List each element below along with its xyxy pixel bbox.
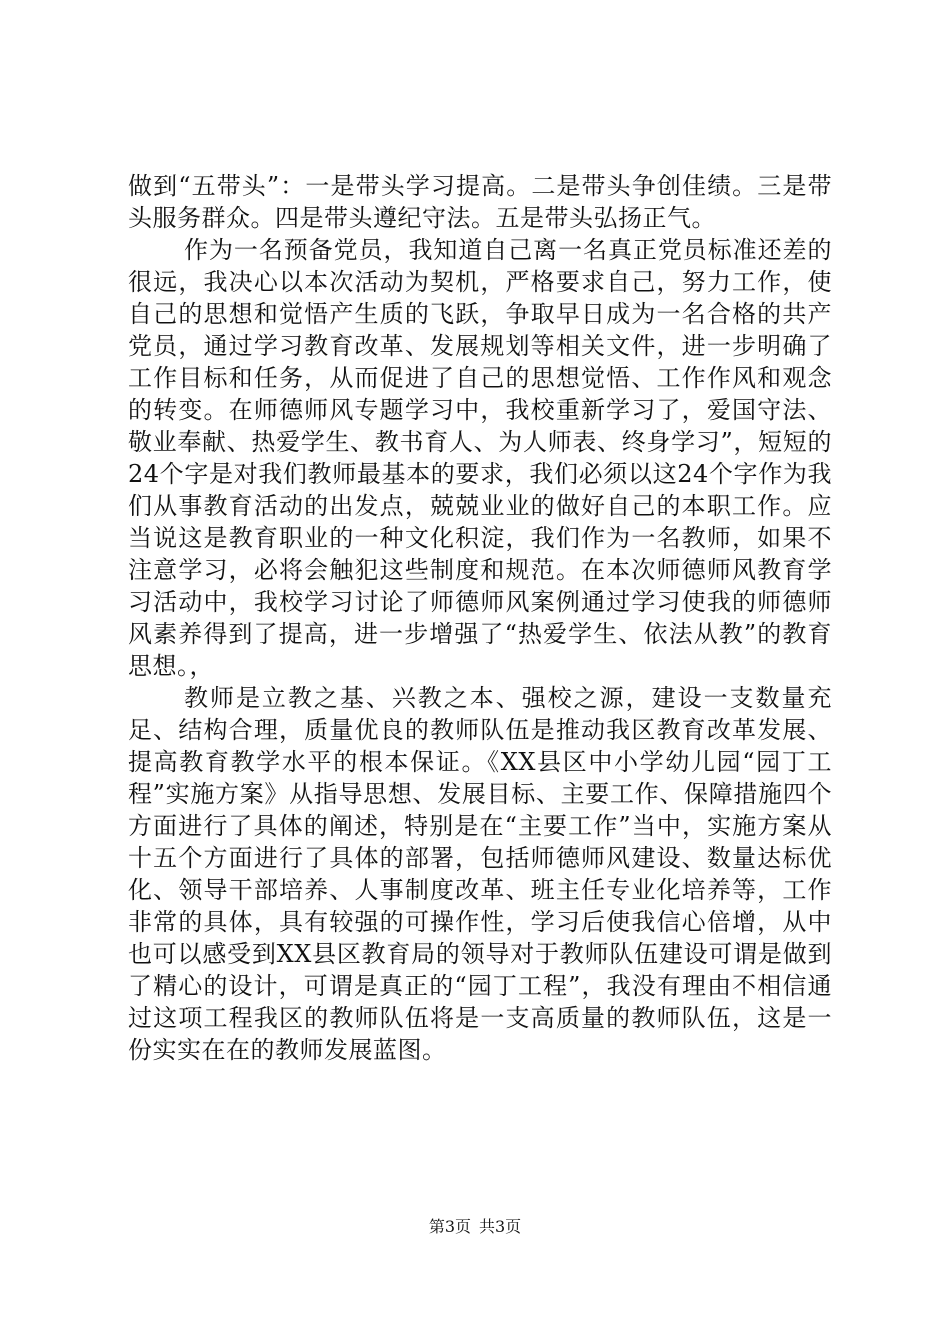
paragraph-3: 教师是立教之基、兴教之本、强校之源，建设一支数量充足、结构合理，质量优良的教师队伍是推动我区教育改革发展、提高教育教学水平的根本保证。《XX县区中小学幼儿园“园丁工程”实施方案》从指导思想、发展目标、主要工作、保障措施四个方面进行了具体的阐述，特别是在“主要工作”当中，实施方案从十五个方面进行了具体的部署，包括师德师风建设、数量达标优化、领导干部培养、人事制度改革、班主任专业化培养等，工作非常的具体，具有较强的可操作性，学习后使我信心倍增，从中也可以感受到XX县区教育局的领导对于教师队伍建设可谓是做到了精心的设计，可谓是真正的“园丁工程”，我没有理由不相信通过这项工程我区的教师队伍将是一支高质量的教师队伍，这是一份实实在在的教师发展蓝图。 (128, 684, 832, 1064)
page-number: 第3页 (428, 1217, 471, 1236)
paragraph-2: 作为一名预备党员，我知道自己离一名真正党员标准还差的很远，我决心以本次活动为契机，严格要求自己，努力工作，使自己的思想和觉悟产生质的飞跃，争取早日成为一名合格的共产党员，通过学习教育改革、发展规划等相关文件，进一步明确了工作目标和任务，从而促进了自己的思想觉悟、工作作风和观念的转变。在师德师风专题学习中，我校重新学习了，爱国守法、敬业奉献、热爱学生、教书育人、为人师表、终身学习”，短短的24个字是对我们教师最基本的要求，我们必须以这24个字作为我们从事教育活动的出发点，兢兢业业的做好自己的本职工作。应当说这是教育职业的一种文化积淀，我们作为一名教师，如果不注意学习，必将会触犯这些制度和规范。在本次师德师风教育学习活动中，我校学习讨论了师德师风案例通过学习使我的师德师风素养得到了提高，进一步增强了“热爱学生、依法从教”的教育思想。， (128, 236, 832, 680)
document-body (128, 170, 832, 1066)
page-total: 共3页 (479, 1217, 522, 1236)
page-footer (0, 1214, 950, 1237)
paragraph-1: 做到“五带头”：一是带头学习提高。二是带头争创佳绩。三是带头服务群众。四是带头遵纪守法。五是带头弘扬正气。 (128, 172, 832, 232)
